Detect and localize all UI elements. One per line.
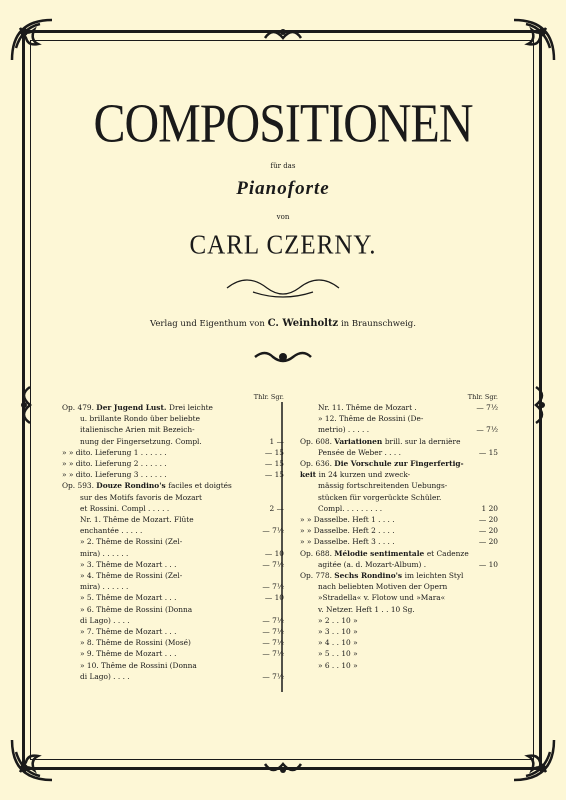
price: — 7½: [262, 615, 284, 625]
work-title: Variationen: [334, 436, 385, 446]
catalog-entry: [62, 514, 284, 525]
work-title: Die Vorschule zur Fingerfertig-: [334, 459, 464, 469]
price: — 20: [478, 515, 498, 525]
left-entry-list: [62, 402, 284, 682]
catalog-entry: [300, 492, 498, 503]
corner-ornament: [10, 18, 54, 62]
catalog-entry: [62, 492, 284, 503]
entry-text: » 3. Thême de Mozart . . .: [80, 559, 177, 569]
price: — 7½: [262, 649, 284, 659]
catalog-entry: [300, 604, 498, 615]
catalog-entry: [62, 458, 284, 469]
flourish-ornament: [223, 270, 343, 300]
entry-text: » 8. Thême de Rossini (Mosé): [80, 638, 191, 648]
entry-text: faciles et doigtés: [168, 481, 232, 491]
catalog-entry: [300, 469, 498, 480]
top-ornament: [263, 24, 303, 44]
publisher-prefix: Verlag und Eigenthum von: [150, 319, 265, 329]
entry-text: mira) . . . . . .: [80, 548, 129, 558]
catalog-entry: [62, 525, 284, 536]
catalog-entry: [300, 447, 498, 458]
von-text: von: [276, 213, 290, 221]
work-title: keit: [300, 470, 319, 480]
catalog-entry: [62, 570, 284, 581]
price: — 10: [264, 548, 284, 558]
price: — 7½: [262, 582, 284, 592]
entry-text: » 5 . . 10 »: [318, 649, 358, 659]
price-header: Thlr. Sgr.: [467, 393, 498, 401]
publisher-line: [0, 318, 566, 329]
page-title: COMPOSITIONEN: [93, 93, 473, 154]
entry-text: Pensée de Weber . . . .: [318, 447, 401, 457]
entry-text: sur des Motifs favoris de Mozart: [80, 492, 202, 502]
entry-text: et Rossini. Compl . . . . .: [80, 503, 170, 513]
opus-number: Op. 688.: [300, 548, 335, 558]
catalog-entry: [300, 480, 498, 491]
opus-number: » »: [300, 515, 314, 525]
entry-text: Nr. 1. Thême de Mozart. Flûte: [80, 515, 194, 525]
catalog-entry: [62, 548, 284, 559]
entry-text: di Lago) . . . .: [80, 671, 130, 681]
entry-text: Compl. . . . . . . . .: [318, 503, 383, 513]
catalog-entry: [300, 514, 498, 525]
catalog-entry: [300, 413, 498, 424]
catalog-entry: [62, 637, 284, 648]
price: — 7½: [262, 559, 284, 569]
entry-text: » 3 . . 10 »: [318, 627, 358, 637]
catalog-entry: [300, 424, 498, 435]
entry-text: brill. sur la dernière: [384, 436, 461, 446]
entry-text: et Cadenze: [426, 548, 469, 558]
entry-text: im leichten Styl: [404, 571, 464, 581]
opus-number: Op. 479.: [62, 403, 97, 412]
entry-text: dito. Lieferung 1 . . . . . .: [75, 447, 167, 457]
catalog-entry: [300, 626, 498, 637]
opus-number: Op. 593.: [62, 481, 97, 491]
catalog-entry: [300, 581, 498, 592]
work-title: Der Jugend Lust.: [96, 403, 170, 412]
catalog-entry: [62, 592, 284, 603]
entry-text: »Stradella« v. Flotow und »Mara«: [318, 593, 446, 603]
price: — 7½: [262, 638, 284, 648]
catalog-entry: [62, 581, 284, 592]
catalog-entry: [62, 436, 284, 447]
price: — 15: [264, 470, 284, 480]
entry-text: nung der Fingersetzung. Compl.: [80, 436, 202, 446]
entry-text: italienische Arien mit Bezeich-: [80, 425, 195, 435]
price-header: Thlr. Sgr.: [253, 393, 284, 401]
opus-number: Op. 608.: [300, 436, 335, 446]
fur-das-text: für das: [270, 162, 296, 170]
corner-ornament: [512, 738, 556, 782]
price: — 15: [264, 459, 284, 469]
catalog-entry: [62, 615, 284, 626]
price: 1 —: [269, 436, 284, 446]
catalog-entry: [300, 648, 498, 659]
entry-text: u. brillante Rondo über beliebte: [80, 414, 201, 424]
entry-text: » 4 . . 10 »: [318, 638, 358, 648]
bottom-ornament: [263, 758, 303, 778]
opus-number: » »: [300, 526, 314, 536]
entry-text: agitée (a. d. Mozart-Album) .: [318, 559, 427, 569]
work-title: Douze Rondino's: [96, 481, 169, 491]
entry-text: Dasselbe. Heft 3 . . . .: [313, 537, 395, 547]
publisher-name: C. Weinholtz: [267, 318, 339, 329]
catalog-entry: [300, 615, 498, 626]
work-title: Sechs Rondino's: [334, 571, 405, 581]
price: 2 —: [269, 503, 284, 513]
catalog-entry: [62, 536, 284, 547]
entry-text: v. Netzer. Heft 1 . . 10 Sg.: [318, 604, 415, 614]
entry-text: » 4. Thême de Rossini (Zel-: [80, 571, 183, 581]
entry-text: Drei leichte: [169, 403, 213, 412]
entry-text: enchantée . . . . .: [80, 526, 143, 536]
catalog-entry: [300, 525, 498, 536]
opus-number: » »: [62, 459, 76, 469]
opus-number: Op. 636.: [300, 459, 335, 469]
price: — 20: [478, 526, 498, 536]
entry-text: dito. Lieferung 2 . . . . . .: [75, 459, 167, 469]
entry-text: » 6. Thême de Rossini (Donna: [80, 604, 193, 614]
catalog-entry: [62, 626, 284, 637]
catalog-entry: [62, 480, 284, 491]
catalog-entry: [62, 402, 284, 413]
entry-text: Nr. 11. Thême de Mozart .: [318, 403, 417, 412]
publisher-suffix: in Braunschweig.: [340, 319, 416, 329]
catalog-entry: [62, 424, 284, 435]
entry-text: in 24 kurzen und zweck-: [318, 470, 411, 480]
catalog-entry: [300, 570, 498, 581]
price: — 7½: [262, 627, 284, 637]
composer-name: CARL CZERNY.: [189, 230, 377, 261]
entry-text: » 10. Thême de Rossini (Donna: [80, 660, 197, 670]
entry-text: Dasselbe. Heft 1 . . . .: [313, 515, 395, 525]
price: — 7½: [476, 403, 498, 412]
entry-text: » 2. Thême de Rossini (Zel-: [80, 537, 183, 547]
catalog-entry: [62, 559, 284, 570]
entry-text: Dasselbe. Heft 2 . . . .: [313, 526, 395, 536]
catalog-entry: [300, 660, 498, 671]
entry-text: » 12. Thême de Rossini (De-: [318, 414, 424, 424]
left-side-ornament: [16, 385, 32, 425]
catalog-entry: [300, 402, 498, 413]
catalog-entry: [62, 447, 284, 458]
price: — 7½: [262, 526, 284, 536]
opus-number: » »: [62, 470, 76, 480]
entry-text: dito. Lieferung 3 . . . . . .: [75, 470, 167, 480]
price: — 15: [264, 447, 284, 457]
divider-ornament: [253, 348, 313, 366]
price: — 10: [264, 593, 284, 603]
corner-ornament: [10, 738, 54, 782]
opus-number: » »: [300, 537, 314, 547]
catalog-entry: [300, 592, 498, 603]
entry-text: mässig fortschreitenden Uebungs-: [318, 481, 448, 491]
catalog-entry: [62, 413, 284, 424]
price: — 7½: [262, 671, 284, 681]
catalog-entry: [300, 548, 498, 559]
catalog-left-column: [62, 392, 284, 682]
price: — 15: [478, 447, 498, 457]
catalog-entry: [300, 559, 498, 570]
right-side-ornament: [534, 385, 550, 425]
catalog-entry: [62, 671, 284, 682]
catalog-entry: [300, 436, 498, 447]
right-entry-list: [300, 402, 498, 671]
catalog-entry: [300, 458, 498, 469]
entry-text: mira) . . . . . .: [80, 582, 129, 592]
entry-text: » 2 . . 10 »: [318, 615, 358, 625]
catalog-entry: [62, 660, 284, 671]
entry-text: stücken für vorgerückte Schüler.: [318, 492, 442, 502]
catalog-entry: [62, 469, 284, 480]
entry-text: » 5. Thême de Mozart . . .: [80, 593, 177, 603]
price: — 20: [478, 537, 498, 547]
entry-text: di Lago) . . . .: [80, 615, 130, 625]
opus-number: » »: [62, 447, 76, 457]
work-title: Mélodie sentimentale: [334, 548, 427, 558]
price: — 7½: [476, 425, 498, 435]
price: — 10: [478, 559, 498, 569]
catalog-entry: [62, 604, 284, 615]
catalog-right-column: [300, 392, 498, 671]
entry-text: nach beliebten Motiven der Opern: [318, 582, 448, 592]
corner-ornament: [512, 18, 556, 62]
catalog-entry: [62, 503, 284, 514]
entry-text: » 7. Thême de Mozart . . .: [80, 627, 177, 637]
catalog-entry: [62, 648, 284, 659]
catalog-entry: [300, 536, 498, 547]
catalog-entry: [300, 503, 498, 514]
entry-text: metrio) . . . . .: [318, 425, 370, 435]
price: 1 20: [481, 503, 498, 513]
entry-text: » 6 . . 10 »: [318, 660, 358, 670]
instrument-title: Pianoforte: [236, 178, 330, 199]
catalog-entry: [300, 637, 498, 648]
opus-number: Op. 778.: [300, 571, 335, 581]
entry-text: » 9. Thême de Mozart . . .: [80, 649, 177, 659]
